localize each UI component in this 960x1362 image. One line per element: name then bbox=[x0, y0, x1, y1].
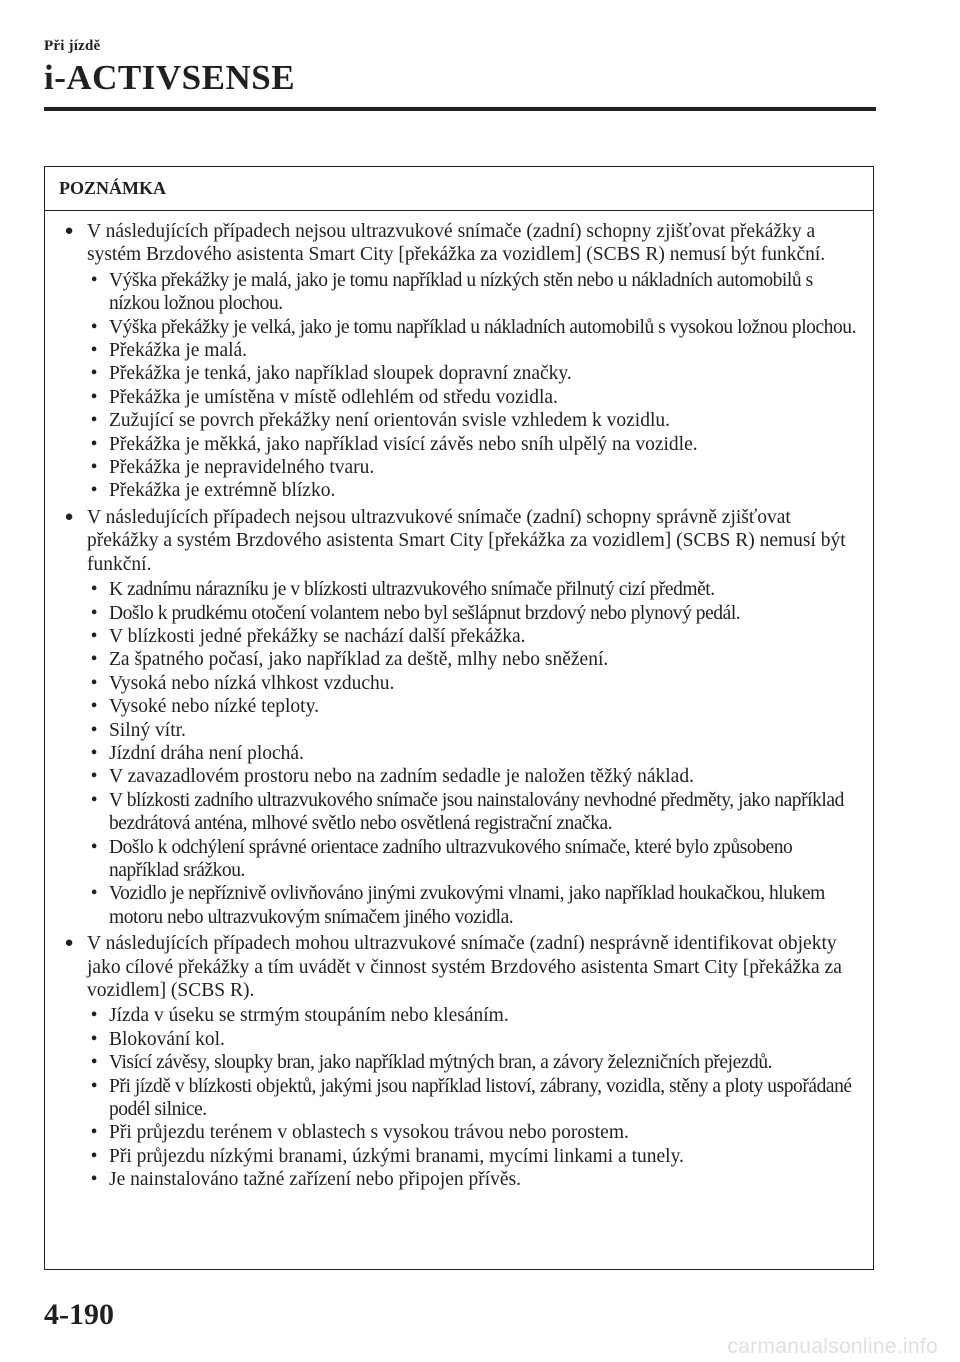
note-subitem bbox=[87, 1004, 863, 1027]
note-subitem-text: Při jízdě v blízkosti objektů, jakými jsou například listoví, zábrany, vozidla, stěny a ploty uspořádané podél silnice. bbox=[109, 1075, 852, 1121]
note-item bbox=[58, 506, 863, 929]
note-subitem bbox=[87, 719, 863, 742]
small-bullet-icon: • bbox=[90, 363, 98, 385]
small-bullet-icon: • bbox=[90, 316, 98, 338]
round-bullet-icon: ● bbox=[64, 508, 74, 525]
small-bullet-icon: • bbox=[90, 789, 98, 811]
small-bullet-icon: • bbox=[90, 719, 98, 741]
small-bullet-icon: • bbox=[90, 625, 98, 647]
note-subitem-text: V blízkosti zadního ultrazvukového snímače jsou nainstalovány nevhodné předměty, jako například bezdrátová anténa, mlhové světlo nebo osvětlená registrační značka. bbox=[109, 789, 844, 835]
note-subitem-text: Visící závěsy, sloupky bran, jako například mýtných bran, a závory železničních přejezdů. bbox=[109, 1052, 773, 1074]
note-sublist bbox=[87, 1004, 863, 1191]
note-item-text: V následujících případech mohou ultrazvukové snímače (zadní) nesprávně identifikovat objekty jako cílové překážky a tím uvádět v činnost systém Brzdového asistenta Smart City [překážka za vozidlem] (SCBS R). bbox=[87, 933, 842, 1001]
note-subitem bbox=[87, 695, 863, 718]
note-subitem bbox=[87, 433, 863, 456]
note-subitem-text: Překážka je tenká, jako například sloupek dopravní značky. bbox=[109, 363, 572, 385]
note-subitem-text: Jízda v úseku se strmým stoupáním nebo klesáním. bbox=[109, 1005, 509, 1027]
small-bullet-icon: • bbox=[90, 433, 98, 455]
note-subitem-text: Překážka je malá. bbox=[109, 340, 248, 362]
section-label: Při jízdě bbox=[44, 38, 101, 54]
small-bullet-icon: • bbox=[90, 836, 98, 858]
note-subitem-text: Výška překážky je velká, jako je tomu například u nákladních automobilů s vysokou ložnou plochou. bbox=[109, 316, 857, 338]
small-bullet-icon: • bbox=[90, 1005, 98, 1027]
note-subitem bbox=[87, 882, 863, 929]
note-subitem bbox=[87, 316, 863, 339]
small-bullet-icon: • bbox=[90, 883, 98, 905]
note-subitem bbox=[87, 456, 863, 479]
note-subitem-text: Vysoká nebo nízká vlhkost vzduchu. bbox=[109, 672, 395, 694]
note-subitem-text: Výška překážky je malá, jako je tomu například u nízkých stěn nebo u nákladních automobilů s nízkou ložnou plochou. bbox=[109, 269, 813, 315]
small-bullet-icon: • bbox=[90, 480, 98, 502]
small-bullet-icon: • bbox=[90, 742, 98, 764]
small-bullet-icon: • bbox=[90, 1145, 98, 1167]
note-sublist bbox=[87, 578, 863, 929]
small-bullet-icon: • bbox=[90, 672, 98, 694]
small-bullet-icon: • bbox=[90, 1052, 98, 1074]
note-subitem-text: Zužující se povrch překážky není orientován svisle vzhledem k vozidlu. bbox=[109, 410, 670, 432]
note-subitem bbox=[87, 1028, 863, 1051]
small-bullet-icon: • bbox=[90, 1169, 98, 1191]
note-subitem-text: Překážka je umístěna v místě odlehlém od středu vozidla. bbox=[109, 386, 558, 408]
note-subitem-text: Došlo k odchýlení správné orientace zadního ultrazvukového snímače, které bylo způsobeno například srážkou. bbox=[109, 836, 793, 881]
note-subitem bbox=[87, 1075, 863, 1122]
page-number: 4-190 bbox=[44, 1298, 114, 1331]
note-subitem bbox=[87, 386, 863, 409]
note-subitem bbox=[87, 836, 863, 883]
small-bullet-icon: • bbox=[90, 410, 98, 432]
note-subitem bbox=[87, 765, 863, 788]
note-subitem bbox=[87, 672, 863, 695]
note-subitem bbox=[87, 602, 863, 625]
note-subitem bbox=[87, 269, 863, 316]
small-bullet-icon: • bbox=[90, 386, 98, 408]
note-subitem-text: V zavazadlovém prostoru nebo na zadním sedadle je naložen těžký náklad. bbox=[109, 766, 694, 788]
note-subitem-text: Překážka je extrémně blízko. bbox=[109, 480, 336, 502]
round-bullet-icon: ● bbox=[64, 935, 74, 952]
note-subitem-text: Silný vítr. bbox=[109, 719, 186, 741]
note-subitem-text: Jízdní dráha není plochá. bbox=[109, 742, 304, 764]
note-subitem-text: V blízkosti jedné překážky se nachází další překážka. bbox=[109, 625, 526, 647]
note-subitem bbox=[87, 625, 863, 648]
note-subitem-text: Při průjezdu terénem v oblastech s vysokou trávou nebo porostem. bbox=[109, 1122, 629, 1144]
note-subitem-text: Blokování kol. bbox=[109, 1028, 225, 1050]
note-item-text: V následujících případech nejsou ultrazvukové snímače (zadní) schopny zjišťovat překážky a systém Brzdového asistenta Smart City [překážka za vozidlem] (SCBS R) nemusí být funkční. bbox=[87, 221, 826, 266]
note-subitem bbox=[87, 1145, 863, 1168]
note-heading: POZNÁMKA bbox=[45, 167, 873, 211]
small-bullet-icon: • bbox=[90, 269, 98, 291]
note-subitem bbox=[87, 479, 863, 502]
note-subitem-text: K zadnímu nárazníku je v blízkosti ultrazvukového snímače přilnutý cizí předmět. bbox=[109, 579, 715, 601]
note-subitem bbox=[87, 742, 863, 765]
small-bullet-icon: • bbox=[90, 579, 98, 601]
watermark: carmanualsonline.info bbox=[727, 1335, 938, 1358]
note-sublist bbox=[87, 269, 863, 503]
chapter-title: i-ACTIVSENSE bbox=[44, 58, 296, 97]
note-body bbox=[45, 211, 873, 1192]
small-bullet-icon: • bbox=[90, 766, 98, 788]
note-subitem-text: Je nainstalováno tažné zařízení nebo připojen přívěs. bbox=[109, 1169, 522, 1191]
note-subitem bbox=[87, 648, 863, 671]
small-bullet-icon: • bbox=[90, 1028, 98, 1050]
note-subitem bbox=[87, 409, 863, 432]
note-subitem-text: Došlo k prudkému otočení volantem nebo byl sešlápnut brzdový nebo plynový pedál. bbox=[109, 602, 741, 624]
note-subitem bbox=[87, 1168, 863, 1191]
note-subitem-text: Vysoké nebo nízké teploty. bbox=[109, 696, 319, 718]
small-bullet-icon: • bbox=[90, 696, 98, 718]
small-bullet-icon: • bbox=[90, 602, 98, 624]
small-bullet-icon: • bbox=[90, 1122, 98, 1144]
note-subitem-text: Vozidlo je nepříznivě ovlivňováno jinými zvukovými vlnami, jako například houkačkou, hlukem motoru nebo ultrazvukovým snímačem jiného vozidla. bbox=[109, 883, 825, 928]
note-subitem bbox=[87, 1051, 863, 1074]
note-subitem bbox=[87, 789, 863, 836]
title-rule bbox=[44, 107, 876, 111]
note-box bbox=[44, 166, 874, 1270]
note-subitem bbox=[87, 578, 863, 601]
small-bullet-icon: • bbox=[90, 649, 98, 671]
note-subitem-text: Za špatného počasí, jako například za deště, mlhy nebo sněžení. bbox=[109, 649, 609, 671]
small-bullet-icon: • bbox=[90, 457, 98, 479]
small-bullet-icon: • bbox=[90, 340, 98, 362]
note-subitem bbox=[87, 1121, 863, 1144]
small-bullet-icon: • bbox=[90, 1075, 98, 1097]
note-item-text: V následujících případech nejsou ultrazvukové snímače (zadní) schopny správně zjišťovat překážky a systém Brzdového asistenta Smart City [překážka za vozidlem] (SCBS R) nemusí být funkční. bbox=[87, 506, 846, 575]
note-subitem-text: Překážka je měkká, jako například visící závěs nebo sníh ulpělý na vozidle. bbox=[109, 433, 698, 455]
note-subitem bbox=[87, 339, 863, 362]
round-bullet-icon: ● bbox=[64, 223, 74, 239]
note-item bbox=[58, 932, 863, 1191]
note-item bbox=[58, 220, 863, 503]
note-subitem-text: Překážka je nepravidelného tvaru. bbox=[109, 457, 375, 479]
note-subitem-text: Při průjezdu nízkými branami, úzkými branami, mycími linkami a tunely. bbox=[109, 1145, 684, 1167]
note-subitem bbox=[87, 362, 863, 385]
